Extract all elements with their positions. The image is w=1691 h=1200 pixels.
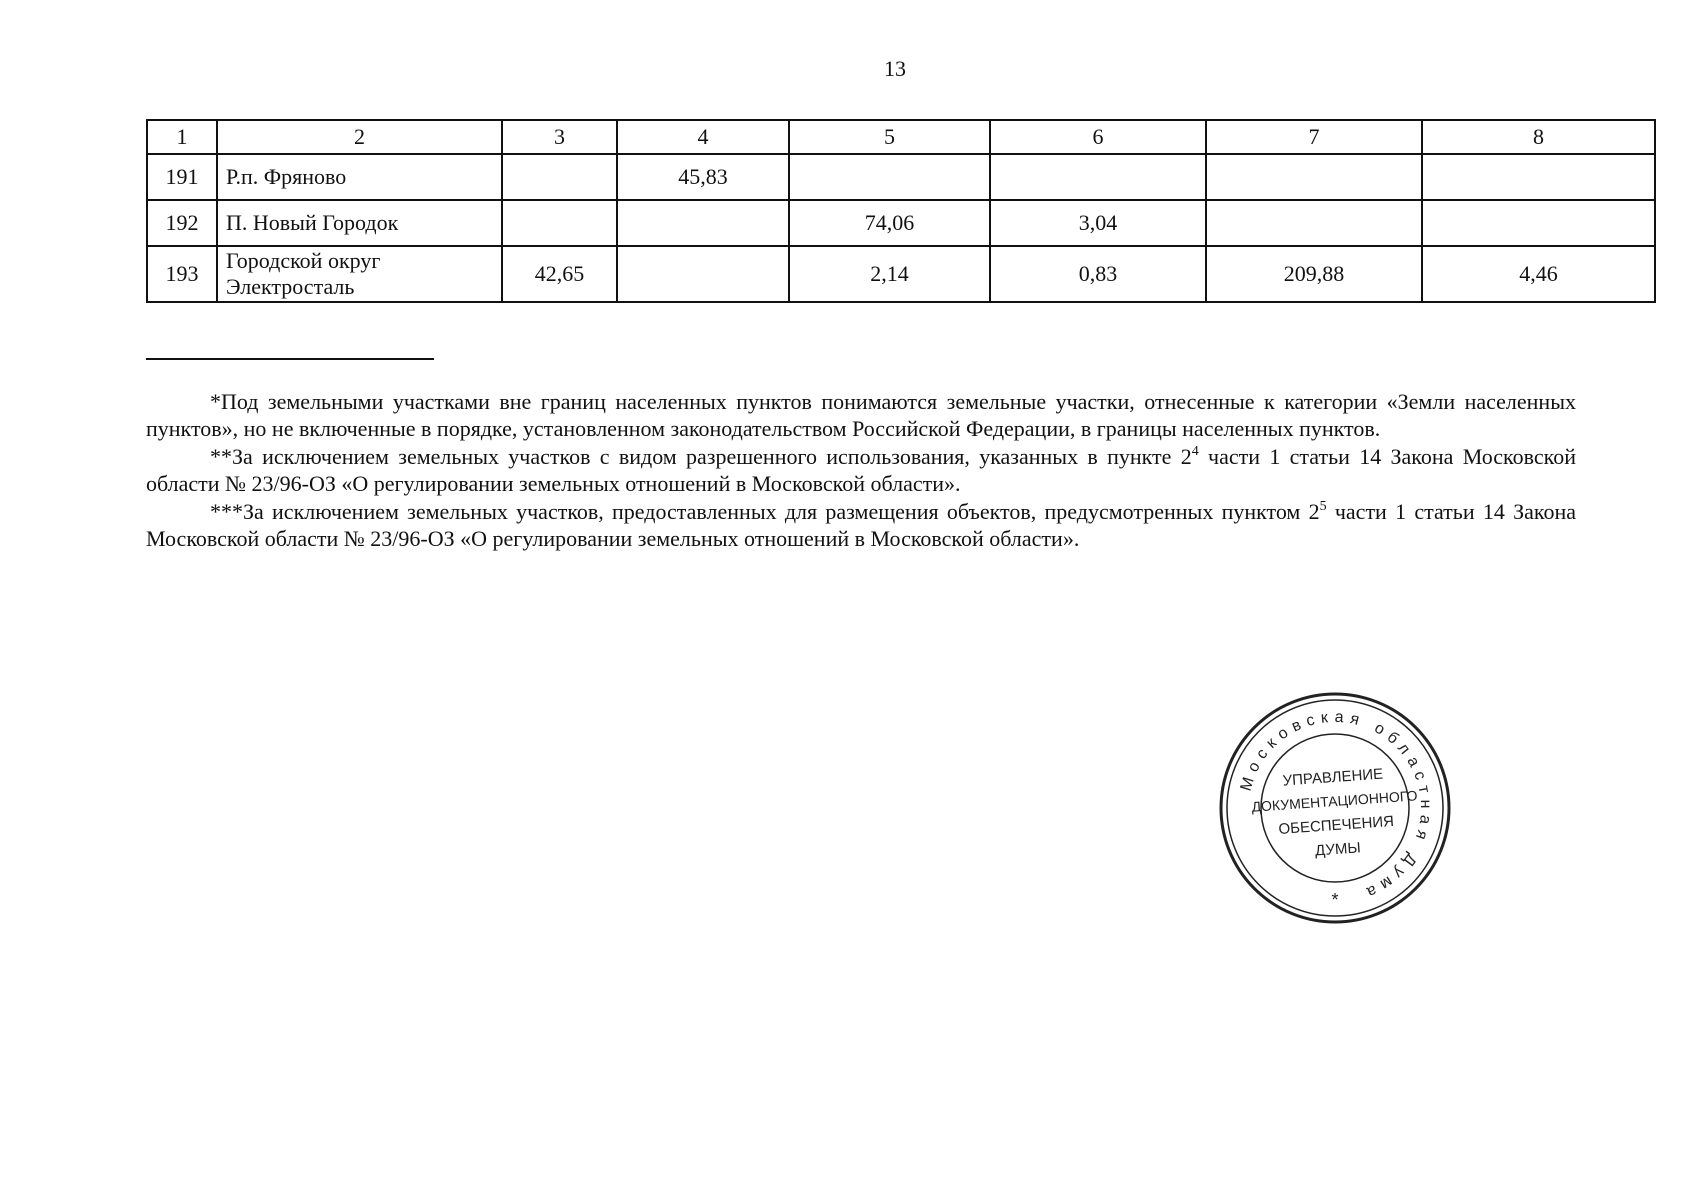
- locality-name: Городской округ Электросталь: [217, 246, 502, 302]
- superscript: 4: [1191, 444, 1199, 459]
- footnote-1: *Под земельными участками вне границ населенных пунктов понимаются земельные участки, отнесенные к категории «Земли населенных пунктов», но не включенные в порядке, установленном законодательством Российской Федерации, в границы населенных пунктов.: [146, 389, 1576, 441]
- footnote-text: части 1 статьи 14 Закона Московской области № 23/96-ОЗ «О регулировании земельных отношений в Московской области».: [146, 444, 1576, 496]
- table-row: [147, 154, 1655, 200]
- footnote-text: **За исключением земельных участков с видом разрешенного использования, указанных в пункте 2: [210, 444, 1192, 469]
- locality-name: П. Новый Городок: [217, 200, 502, 246]
- table-cell: [502, 154, 617, 200]
- table-cell: [1206, 154, 1422, 200]
- official-stamp: [1217, 690, 1453, 926]
- table-row: [147, 200, 1655, 246]
- footnotes: [146, 388, 1576, 553]
- table-header-row: [147, 120, 1655, 154]
- table-cell: 4,46: [1422, 246, 1655, 302]
- column-header: 1: [147, 120, 217, 154]
- page-number: 13: [884, 56, 906, 81]
- footnote-separator: [146, 358, 434, 360]
- superscript: 5: [1319, 499, 1327, 514]
- table-cell: 74,06: [789, 200, 990, 246]
- footnote-2: [146, 443, 1576, 497]
- stamp-seal-icon: [1217, 690, 1453, 926]
- footnote-text: ***За исключением земельных участков, предоставленных для размещения объектов, предусмотренных пунктом 2: [210, 499, 1320, 524]
- column-header: 5: [789, 120, 990, 154]
- row-number: 192: [147, 200, 217, 246]
- column-header: 7: [1206, 120, 1422, 154]
- locality-name: Р.п. Фряново: [217, 154, 502, 200]
- table-cell: 209,88: [1206, 246, 1422, 302]
- table-cell: [502, 200, 617, 246]
- table-cell: [1422, 200, 1655, 246]
- stamp-line: ОБЕСПЕЧЕНИЯ: [1277, 812, 1395, 838]
- table-cell: [789, 154, 990, 200]
- column-header: 4: [617, 120, 789, 154]
- data-table: [146, 119, 1656, 303]
- table-cell: 45,83: [617, 154, 789, 200]
- table-row: [147, 246, 1655, 302]
- table-cell: 42,65: [502, 246, 617, 302]
- table-cell: 3,04: [990, 200, 1206, 246]
- stamp-line: ДОКУМЕНТАЦИОННОГО: [1251, 787, 1418, 815]
- column-header: 2: [217, 120, 502, 154]
- column-header: 3: [502, 120, 617, 154]
- table-cell: [617, 246, 789, 302]
- stamp-line: ДУМЫ: [1314, 839, 1362, 860]
- footnote-text: части 1 статьи 14 Закона Московской области № 23/96-ОЗ «О регулировании земельных отношений в Московской области».: [146, 499, 1576, 551]
- footnote-3: [146, 498, 1576, 552]
- table-cell: 0,83: [990, 246, 1206, 302]
- table-cell: [617, 200, 789, 246]
- column-header: 6: [990, 120, 1206, 154]
- table-cell: [990, 154, 1206, 200]
- row-number: 191: [147, 154, 217, 200]
- table-cell: 2,14: [789, 246, 990, 302]
- table-cell: [1206, 200, 1422, 246]
- stamp-star: *: [1331, 890, 1339, 910]
- stamp-line: УПРАВЛЕНИЕ: [1282, 765, 1384, 790]
- stamp-ring-text: Московская областная Дума: [1237, 708, 1435, 903]
- column-header: 8: [1422, 120, 1655, 154]
- row-number: 193: [147, 246, 217, 302]
- table-cell: [1422, 154, 1655, 200]
